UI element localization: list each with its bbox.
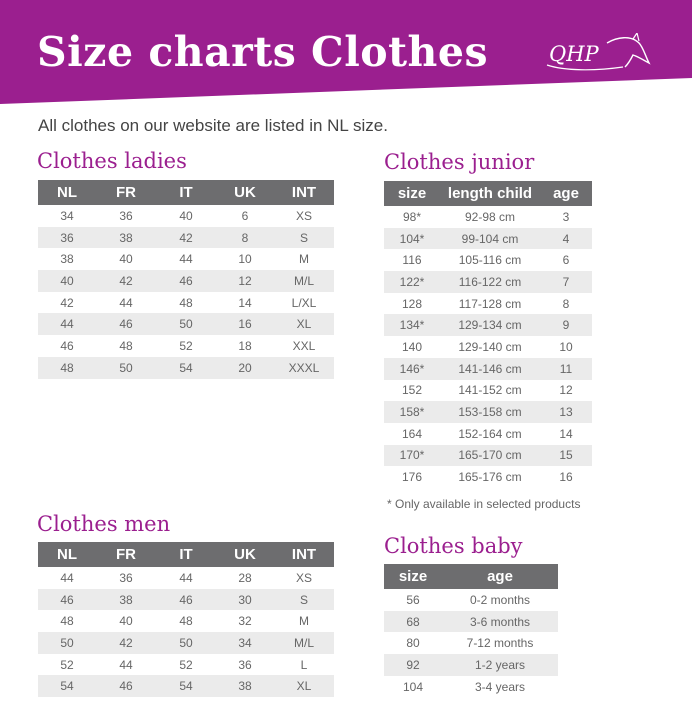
table-cell: M/L [274,270,334,292]
table-cell: 36 [119,208,133,223]
column-header: INT [274,542,334,567]
table-row [38,205,334,227]
column-header: age [540,181,592,206]
table-cell: 13 [540,401,592,423]
qhp-logo [545,33,655,73]
table-row [384,401,592,423]
table-cell: 15 [540,445,592,467]
column-header: NL [38,542,96,567]
table-cell: 50 [96,357,156,379]
table-cell: 10 [238,252,252,267]
table-cell: 4 [540,228,592,250]
table-row [38,335,334,357]
table-cell: 48 [60,614,74,629]
table-cell: 44 [60,570,74,585]
table-cell: 40 [119,614,133,629]
table-row [38,313,334,335]
table-cell: 122* [384,271,440,293]
table-cell: S [274,227,334,249]
table-cell: 14 [559,426,573,441]
table-cell: XS [295,208,312,223]
table-header-row [384,564,558,589]
table-cell: 52 [60,657,74,672]
table-cell: 34 [216,632,274,654]
table-cell: 7-12 months [466,636,534,651]
table-cell: 104* [384,228,440,250]
table-cell: 48 [38,357,96,379]
table-header-row [38,542,334,567]
table-cell: 50 [38,632,96,654]
table-cell: 146* [384,358,440,380]
column-header: FR [96,180,156,205]
column-header: length child [440,181,540,206]
table-cell: 141-146 cm [440,358,540,380]
table-cell: 38 [216,675,274,697]
table-cell: 42 [96,632,156,654]
table-row [38,654,334,676]
table-row [38,227,334,249]
table-row [38,567,334,589]
table-row [384,589,558,611]
table-cell: 52 [179,338,193,353]
column-header: size [384,181,440,206]
table-cell: XXXL [274,357,334,379]
table-cell: M [299,614,309,629]
table-row [384,314,592,336]
page-title: Size charts Clothes [37,28,489,76]
table-row [38,292,334,314]
table-cell: 152 [401,383,423,398]
table-cell: 9 [540,314,592,336]
table-cell: 116-122 cm [440,271,540,293]
men-size-table [38,542,334,697]
table-cell: 38 [96,227,156,249]
column-header: INT [274,180,334,205]
ladies-size-table [38,180,334,379]
table-cell: L/XL [291,295,317,310]
table-cell: 56 [406,592,420,607]
table-row [38,632,334,654]
table-cell: 116 [402,253,422,268]
table-row [384,336,592,358]
table-cell: 8 [562,296,570,311]
table-cell: 48 [179,614,193,629]
table-row [384,654,558,676]
baby-title: Clothes baby [384,534,523,558]
table-cell: 42 [60,295,74,310]
table-cell: 46 [60,338,74,353]
table-header-row [384,181,592,206]
table-cell: 46 [156,589,216,611]
table-cell: 117-128 cm [458,296,522,311]
table-cell: 54 [38,675,96,697]
table-cell: XL [274,313,334,335]
table-row [384,611,558,633]
table-cell: 30 [216,589,274,611]
table-cell: 36 [119,570,133,585]
table-cell: 12 [559,383,573,398]
table-row [384,249,592,271]
table-cell: 50 [156,313,216,335]
table-cell: XL [274,675,334,697]
table-cell: 99-104 cm [440,228,540,250]
column-header: size [384,564,442,589]
table-cell: 158* [384,401,440,423]
table-cell: M/L [274,632,334,654]
table-cell: 12 [216,270,274,292]
junior-title: Clothes junior [384,150,535,174]
table-cell: 46 [96,675,156,697]
column-header: FR [96,542,156,567]
table-cell: 36 [38,227,96,249]
table-cell: 38 [60,252,74,267]
table-cell: 42 [96,270,156,292]
table-cell: 8 [216,227,274,249]
table-cell: 40 [179,208,193,223]
table-cell: 28 [238,570,252,585]
table-cell: 16 [216,313,274,335]
table-cell: L [300,657,308,672]
men-title: Clothes men [37,512,171,536]
table-cell: 52 [179,657,193,672]
table-cell: XXL [292,338,316,353]
table-cell: 54 [156,357,216,379]
table-row [38,248,334,270]
table-cell: 68 [384,611,442,633]
table-cell: S [274,589,334,611]
table-cell: 16 [559,470,573,485]
table-cell: 40 [119,252,133,267]
table-cell: 48 [179,295,193,310]
table-cell: 164 [401,426,423,441]
table-cell: 140 [401,339,423,354]
table-cell: 3-4 years [474,679,526,694]
table-cell: 48 [119,338,133,353]
table-cell: 20 [216,357,274,379]
column-header: UK [216,180,274,205]
table-row [38,675,334,697]
table-cell: 32 [238,614,252,629]
table-cell: 0-2 months [469,592,531,607]
table-row [384,228,592,250]
table-cell: 54 [156,675,216,697]
table-row [384,445,592,467]
table-row [38,270,334,292]
baby-size-table [384,564,558,697]
table-row [38,610,334,632]
table-row [384,271,592,293]
table-cell: 14 [238,295,252,310]
table-cell: 46 [96,313,156,335]
table-cell: 3 [562,209,570,224]
table-cell: 46 [156,270,216,292]
table-cell: 165-170 cm [440,445,540,467]
table-row [384,380,592,402]
table-cell: 6 [241,208,249,223]
table-cell: 46 [38,589,96,611]
table-row [384,423,592,445]
table-cell: 36 [238,657,252,672]
table-cell: 7 [540,271,592,293]
header-banner [0,0,692,110]
table-row [384,676,558,698]
table-cell: 40 [38,270,96,292]
table-row [38,589,334,611]
table-cell: 92-98 cm [464,209,516,224]
table-row [384,358,592,380]
junior-footnote: * Only available in selected products [387,497,581,511]
table-cell: 129-140 cm [458,339,522,354]
ladies-title: Clothes ladies [37,149,187,173]
table-cell: M [299,252,309,267]
table-cell: 3-6 months [442,611,558,633]
table-cell: 153-158 cm [440,401,540,423]
table-row [384,632,558,654]
table-row [38,357,334,379]
table-cell: XS [295,570,312,585]
table-cell: 44 [119,657,133,672]
table-cell: 165-176 cm [458,470,522,485]
table-cell: 6 [562,253,570,268]
column-header: IT [156,542,216,567]
table-row [384,206,592,228]
logo-text: QHP [549,42,599,66]
horse-head-icon [545,33,655,73]
table-row [384,466,592,488]
table-cell: 10 [559,339,573,354]
column-header: age [442,564,558,589]
table-cell: 42 [156,227,216,249]
table-cell: 176 [401,470,423,485]
junior-size-table [384,181,592,488]
table-cell: 44 [179,252,193,267]
table-cell: 170* [384,445,440,467]
table-cell: 44 [38,313,96,335]
table-cell: 129-134 cm [440,314,540,336]
table-cell: 34 [60,208,74,223]
table-cell: 1-2 years [442,654,558,676]
table-cell: 152-164 cm [458,426,522,441]
table-cell: 134* [384,314,440,336]
column-header: NL [38,180,96,205]
table-cell: 80 [406,636,420,651]
column-header: UK [216,542,274,567]
table-cell: 18 [238,338,252,353]
table-cell: 104 [402,679,424,694]
table-cell: 11 [540,358,592,380]
table-cell: 92 [384,654,442,676]
table-cell: 38 [96,589,156,611]
table-row [384,293,592,315]
column-header: IT [156,180,216,205]
table-cell: 105-116 cm [458,253,522,268]
table-cell: 44 [179,570,193,585]
table-cell: 98* [402,209,422,224]
table-header-row [38,180,334,205]
table-cell: 44 [119,295,133,310]
intro-text: All clothes on our website are listed in NL size. [38,116,388,135]
table-cell: 50 [156,632,216,654]
table-cell: 128 [401,296,423,311]
table-cell: 141-152 cm [458,383,522,398]
